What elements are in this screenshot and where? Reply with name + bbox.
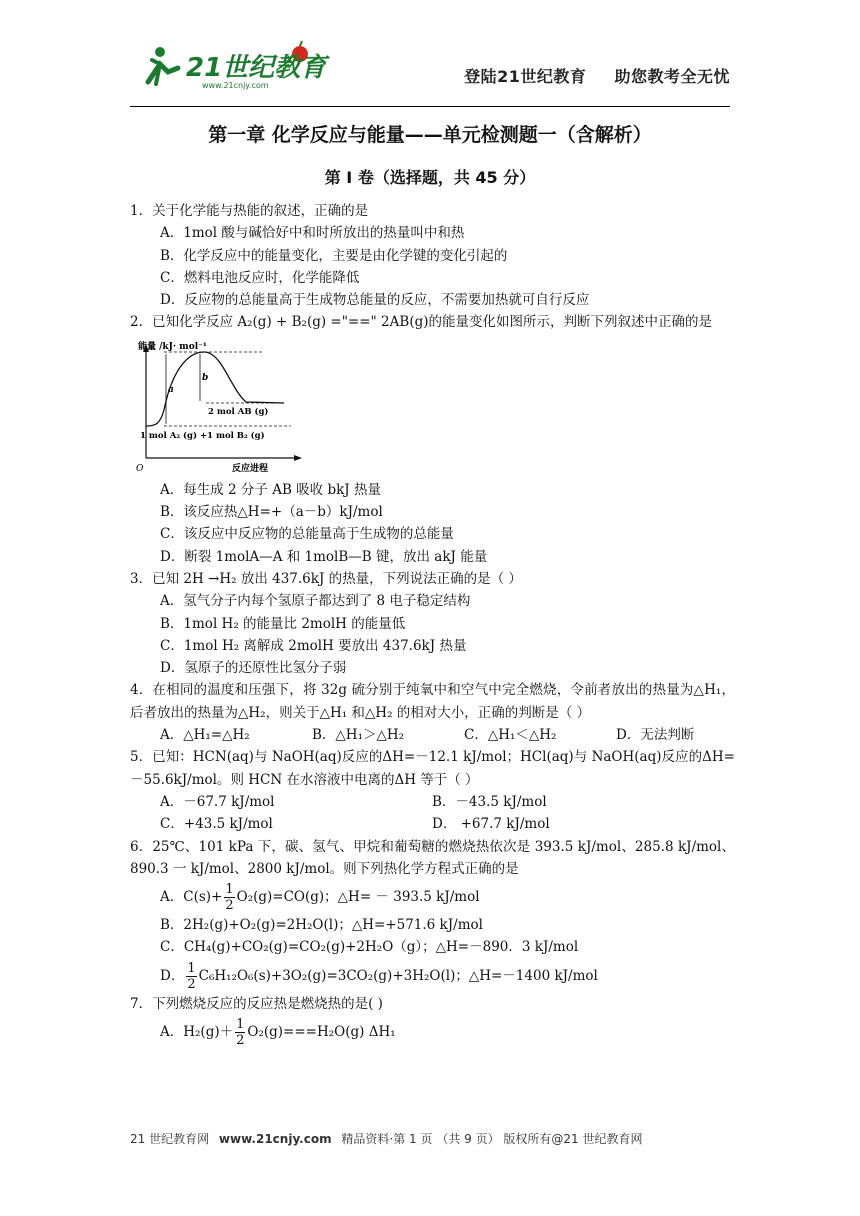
question-2-stem: 2．已知化学反应 A₂(g) + B₂(g) ="==" 2AB(g)的能量变化如图所示，判断下列叙述中正确的是 — [130, 314, 712, 331]
slogan-help: 助您教考全无忧 — [614, 67, 730, 86]
question-5-option-a: A．－67.7 kJ/mol — [160, 793, 275, 810]
question-5-stem: 5．已知：HCN(aq)与 NaOH(aq)反应的ΔH=－12.1 kJ/mol；HCl(aq)与 NaOH(aq)反应的ΔH=－55.6kJ/mol。则 HCN 在水溶液中电离的ΔH 等于（ ） — [130, 749, 735, 788]
question-6-option-c: C．CH₄(g)+CO₂(g)=CO₂(g)+2H₂O（g）；△H=－890．3 kJ/mol — [160, 939, 579, 956]
question-5-option-c: C．+43.5 kJ/mol — [160, 816, 273, 833]
question-4-stem: 4．在相同的温度和压强下，将 32g 硫分别于纯氧中和空气中完全燃烧，令前者放出的热量为△H₁，后者放出的热量为△H₂，则关于△H₁ 和△H₂ 的相对大小，正确的判断是（ ） — [130, 682, 735, 721]
svg-text:a: a — [168, 384, 174, 395]
question-5-options-row-1 — [130, 791, 735, 813]
footer-site: 21 世纪教育网 — [130, 1132, 210, 1146]
question-4-option-c: C．△H₁＜△H₂ — [464, 727, 557, 744]
svg-text:O: O — [136, 463, 144, 474]
page-title: 第一章 化学反应与能量——单元检测题一（含解析） — [208, 124, 652, 146]
question-7-option-a: A．H₂(g)＋ $\frac{1}{2}$ O₂(g)===H₂O(g) ΔH₁ — [160, 1017, 396, 1049]
question-3-option-a: A．氢气分子内每个氢原子都达到了 8 电子稳定结构 — [160, 593, 471, 610]
question-1-stem: 1．关于化学能与热能的叙述，正确的是 — [130, 203, 369, 219]
question-3-option-d: D．氢原子的还原性比氢分子弱 — [160, 660, 347, 677]
page-header — [130, 38, 730, 106]
svg-text:反应进程: 反应进程 — [232, 463, 269, 474]
question-6-option-d: D． $\frac{1}{2}$ C₆H₁₂O₆(s)+3O₂(g)=3CO₂(g)+3H₂O(l)；△H=－1400 kJ/mol — [160, 960, 598, 992]
svg-text:2 mol AB (g): 2 mol AB (g) — [208, 406, 269, 417]
svg-text:21世纪教育: 21世纪教育 — [186, 53, 327, 83]
header-divider — [130, 106, 730, 107]
question-4-options — [130, 724, 735, 746]
header-slogan — [464, 64, 730, 87]
question-1-option-d: D．反应物的总能量高于生成物总能量的反应，不需要加热就可自行反应 — [160, 292, 590, 309]
footer-website-link[interactable]: www.21cnjy.com — [218, 1132, 332, 1146]
section-title: 第 I 卷（选择题，共 45 分） — [324, 168, 536, 187]
footer-page-info: 精品资料·第 1 页 （共 9 页） 版权所有@21 世纪教育网 — [341, 1132, 643, 1146]
slogan-login: 登陆21世纪教育 — [464, 67, 587, 86]
question-5-option-d: D． +67.7 kJ/mol — [432, 816, 550, 833]
fraction-half: $\frac{1}{2}$ — [225, 882, 234, 914]
question-5-option-b: B．－43.5 kJ/mol — [432, 793, 547, 810]
question-5-options-row-2 — [130, 813, 735, 835]
svg-text:能量 /kJ· mol⁻¹: 能量 /kJ· mol⁻¹ — [138, 341, 207, 352]
site-logo[interactable] — [130, 38, 370, 98]
question-3-option-c: C．1mol H₂ 离解成 2molH 要放出 437.6kJ 热量 — [160, 637, 467, 654]
energy-diagram — [136, 340, 306, 475]
question-2-option-d: D．断裂 1molA—A 和 1molB—B 键，放出 akJ 能量 — [160, 548, 488, 565]
question-6-option-b: B．2H₂(g)+O₂(g)=2H₂O(l)；△H=+571.6 kJ/mol — [160, 917, 483, 934]
fraction-half: $\frac{1}{2}$ — [187, 960, 196, 992]
svg-text:b: b — [202, 372, 209, 383]
question-4-option-d: D．无法判断 — [616, 727, 695, 744]
page-footer — [130, 1130, 730, 1147]
question-7-stem: 7．下列燃烧反应的反应热是燃烧热的是( ) — [130, 995, 383, 1012]
question-6-stem: 6．25℃、101 kPa 下，碳、氢气、甲烷和葡萄糖的燃烧热依次是 393.5 kJ/mol、285.8 kJ/mol、890.3 一 kJ/mol、2800 kJ/mol。则下列热化学方程式正确的是 — [130, 838, 735, 877]
question-2-option-b: B．该反应热△H=+（a－b）kJ/mol — [160, 504, 383, 521]
question-1-option-b: B．化学反应中的能量变化，主要是由化学键的变化引起的 — [160, 247, 508, 264]
question-list — [130, 200, 735, 1049]
question-6-option-a: A．C(s)+ $\frac{1}{2}$ O₂(g)=CO(g)；△H= － 393.5 kJ/mol — [160, 882, 480, 914]
question-3-option-b: B．1mol H₂ 的能量比 2molH 的能量低 — [160, 615, 406, 632]
question-4-option-b: B．△H₁＞△H₂ — [312, 727, 405, 744]
svg-text:www.21cnjy.com: www.21cnjy.com — [202, 81, 269, 90]
question-2-option-c: C．该反应中反应物的总能量高于生成物的总能量 — [160, 526, 454, 543]
svg-text:1 mol A₂ (g) +1 mol B₂ (g): 1 mol A₂ (g) +1 mol B₂ (g) — [140, 430, 265, 441]
question-2-option-a: A．每生成 2 分子 AB 吸收 bkJ 热量 — [160, 481, 381, 498]
question-4-option-a: A．△H₁=△H₂ — [160, 727, 250, 744]
question-1-option-a: A．1mol 酸与碱恰好中和时所放出的热量叫中和热 — [160, 225, 465, 242]
fraction-half: $\frac{1}{2}$ — [236, 1017, 245, 1049]
question-3-stem: 3．已知 2H →H₂ 放出 437.6kJ 的热量，下列说法正确的是（ ） — [130, 570, 522, 587]
question-1-option-c: C．燃料电池反应时，化学能降低 — [160, 269, 360, 286]
